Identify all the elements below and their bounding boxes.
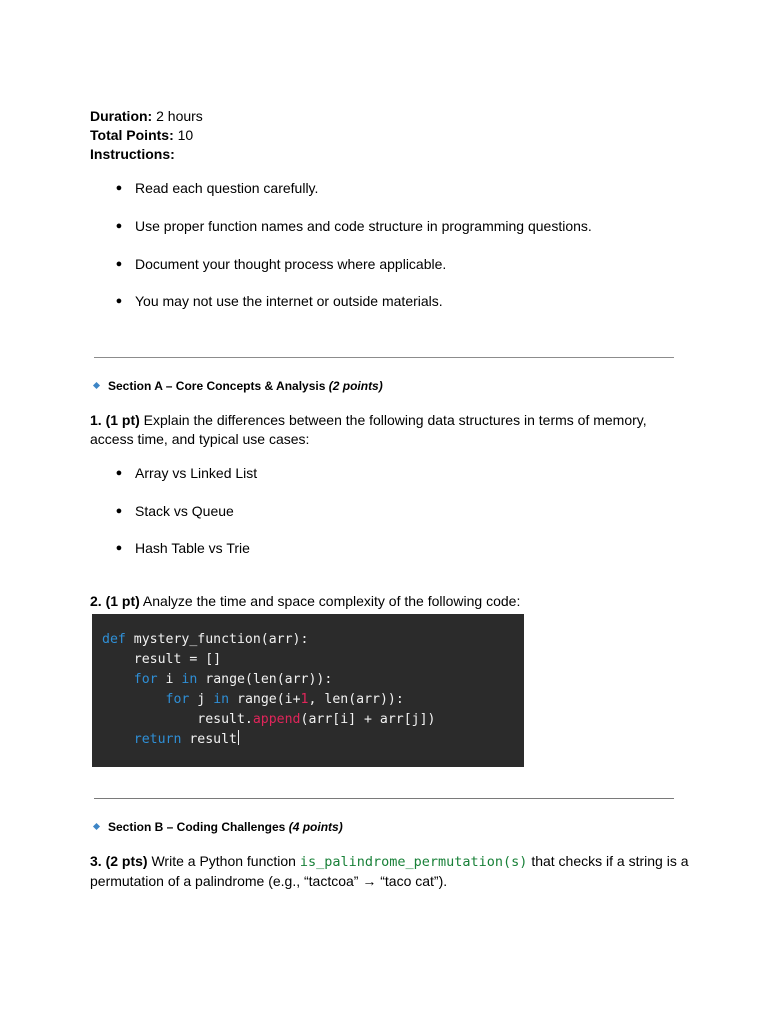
code-indent bbox=[102, 672, 134, 687]
code-text: mystery_function(arr): bbox=[125, 632, 309, 647]
section-divider bbox=[94, 798, 674, 799]
question-1-label: 1. (1 pt) bbox=[90, 412, 140, 428]
bullet-icon: ● bbox=[115, 467, 123, 479]
text-cursor bbox=[238, 730, 239, 745]
comparison-item: Hash Table vs Trie bbox=[135, 540, 250, 556]
section-b-title: Section B – Coding Challenges bbox=[108, 820, 286, 834]
code-keyword: for bbox=[165, 692, 190, 707]
instruction-text: Document your thought process where applicable. bbox=[135, 256, 447, 272]
question-1 bbox=[90, 411, 690, 449]
bullet-icon: ● bbox=[115, 505, 123, 517]
section-b-heading bbox=[94, 818, 343, 836]
code-text: (arr[i] + arr[j]) bbox=[300, 712, 436, 727]
question-3-label: 3. (2 pts) bbox=[90, 853, 148, 869]
question-1-text: Explain the differences between the following data structures in terms of memory, access time, and typical use cases: bbox=[90, 412, 647, 447]
bullet-icon: ● bbox=[115, 220, 123, 232]
duration-value: 2 hours bbox=[156, 108, 203, 124]
diamond-bullet-icon bbox=[93, 823, 100, 830]
duration-label: Duration: bbox=[90, 108, 153, 124]
code-line bbox=[102, 690, 524, 710]
question-2-label: 2. (1 pt) bbox=[90, 593, 140, 609]
question-2-text: Analyze the time and space complexity of the following code: bbox=[142, 593, 521, 609]
code-indent bbox=[102, 732, 134, 747]
instruction-text: Read each question carefully. bbox=[135, 180, 319, 196]
bullet-icon: ● bbox=[115, 182, 123, 194]
instruction-text: You may not use the internet or outside materials. bbox=[135, 293, 443, 309]
code-method: append bbox=[252, 712, 301, 727]
code-line bbox=[102, 630, 524, 650]
comparison-item: Array vs Linked List bbox=[135, 465, 258, 481]
code-number: 1 bbox=[300, 692, 309, 707]
code-text: i bbox=[157, 672, 182, 687]
code-text: result. bbox=[102, 712, 253, 727]
code-text: j bbox=[189, 692, 214, 707]
code-line bbox=[102, 730, 524, 750]
code-keyword: in bbox=[213, 692, 230, 707]
total-points-value: 10 bbox=[177, 127, 194, 143]
code-text: result bbox=[181, 732, 237, 747]
code-keyword: in bbox=[181, 672, 198, 687]
instructions-heading bbox=[90, 145, 175, 164]
code-snippet bbox=[92, 614, 524, 767]
code-text: range(len(arr)): bbox=[197, 672, 333, 687]
code-keyword: def bbox=[102, 632, 126, 647]
code-line bbox=[102, 670, 524, 690]
comparison-item: Stack vs Queue bbox=[135, 503, 234, 519]
diamond-bullet-icon bbox=[93, 382, 100, 389]
total-points-line bbox=[90, 126, 193, 145]
section-a-heading bbox=[94, 377, 383, 395]
question-3-text-after: that checks if a string is a permutation of a palindrome (e.g., “tactcoa” → “taco cat”). bbox=[90, 853, 689, 889]
section-a-points: (2 points) bbox=[328, 379, 383, 393]
function-name-code: is_palindrome_permutation(s) bbox=[299, 854, 528, 870]
code-line bbox=[102, 710, 524, 730]
instruction-text: Use proper function names and code structure in programming questions. bbox=[135, 218, 592, 234]
section-b-points: (4 points) bbox=[288, 820, 343, 834]
section-divider bbox=[94, 357, 674, 358]
instructions-label: Instructions: bbox=[90, 146, 175, 162]
bullet-icon: ● bbox=[115, 542, 123, 554]
code-indent bbox=[102, 692, 166, 707]
bullet-icon: ● bbox=[115, 295, 123, 307]
duration-line bbox=[90, 107, 203, 126]
code-text: , len(arr)): bbox=[308, 692, 404, 707]
code-keyword: for bbox=[133, 672, 158, 687]
question-3-text-before: Write a Python function bbox=[151, 853, 296, 869]
code-keyword: return bbox=[133, 732, 182, 747]
question-2 bbox=[90, 592, 690, 611]
code-text: result = [] bbox=[102, 652, 222, 667]
code-text: range(i+ bbox=[229, 692, 301, 707]
total-points-label: Total Points: bbox=[90, 127, 174, 143]
section-a-title: Section A – Core Concepts & Analysis bbox=[108, 379, 326, 393]
bullet-icon: ● bbox=[115, 258, 123, 270]
code-line bbox=[102, 650, 524, 670]
question-3 bbox=[90, 852, 690, 891]
